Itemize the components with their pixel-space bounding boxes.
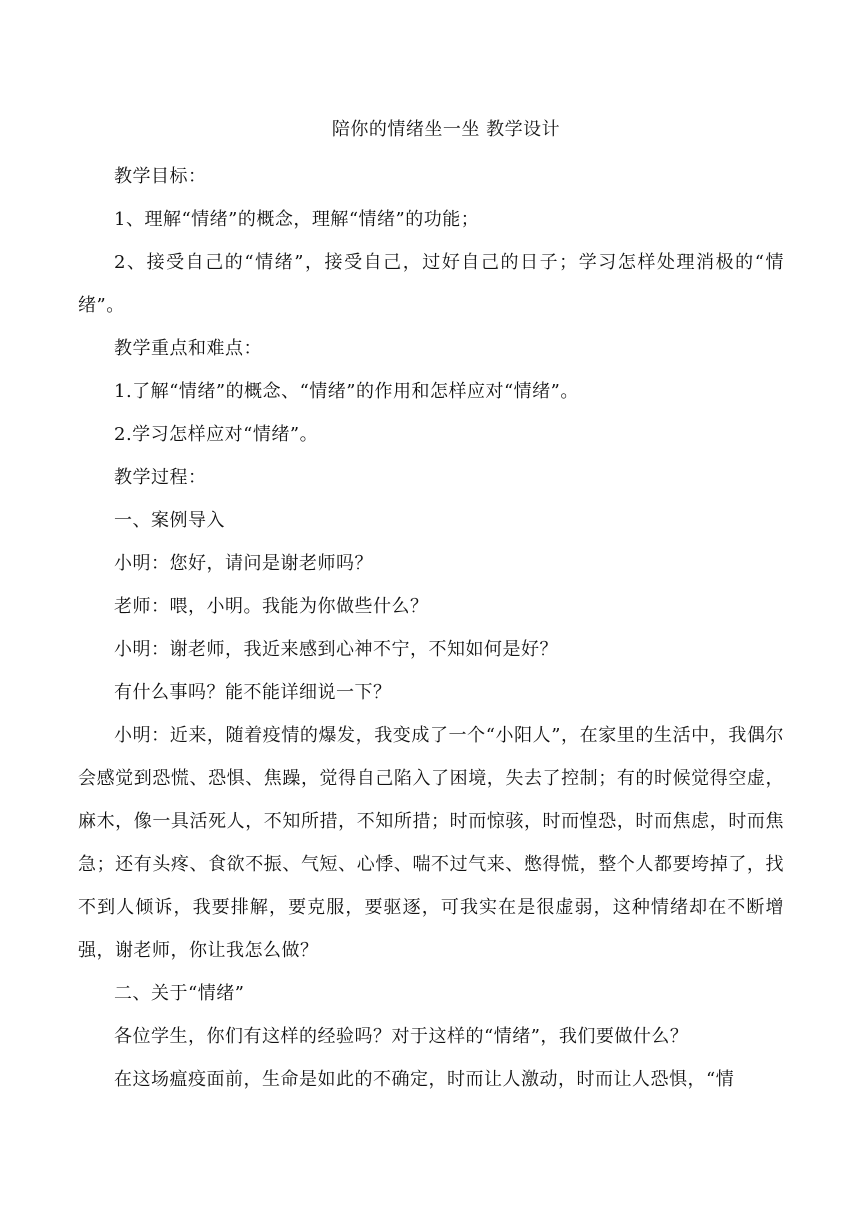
paragraph-dialogue-2: 老师：喂，小明。我能为你做些什么？ bbox=[114, 596, 429, 617]
paragraph-dialogue-4: 有什么事吗？能不能详细说一下？ bbox=[114, 682, 392, 703]
paragraph-dialogue-5: 小明：近来，随着疫情的爆发，我变成了一个“小阳人”，在家里的生活中，我偶尔会感觉到恐慌、恐惧、焦躁，觉得自己陷入了困境，失去了控制；有的时候觉得空虚，麻木，像一具活死人，不知所措，不知所措；时而惊骇，时而惶恐，时而焦虑，时而焦急；还有头疼、食欲不振、气短、心悸、喘不过气来、憋得慌，整个人都要垮掉了，找不到人倾诉，我要排解，要克服，要驱逐，可我实在是很虚弱，这种情绪却在不断增强，谢老师，你让我怎么做？ bbox=[78, 725, 784, 961]
paragraph-objective-2: 2、接受自己的“情绪”，接受自己，过好自己的日子；学习怎样处理消极的“情绪”。 bbox=[78, 252, 784, 316]
paragraph-keypoint-1: 1.了解“情绪”的概念、“情绪”的作用和怎样应对“情绪”。 bbox=[114, 381, 579, 402]
paragraph-process-heading: 教学过程： bbox=[114, 467, 207, 488]
document-page bbox=[78, 112, 784, 1101]
paragraph-continuation: 在这场瘟疫面前，生命是如此的不确定，时而让人激动，时而让人恐惧，“情 bbox=[114, 1069, 735, 1090]
paragraph-objectives-heading: 教学目标： bbox=[114, 166, 207, 187]
document-title: 陪你的情绪坐一坐 教学设计 bbox=[331, 119, 561, 140]
paragraph-section-2-heading: 二、关于“情绪” bbox=[114, 983, 245, 1004]
paragraph-dialogue-3: 小明：谢老师，我近来感到心神不宁，不知如何是好？ bbox=[114, 639, 558, 660]
paragraph-objective-1: 1、理解“情绪”的概念，理解“情绪”的功能； bbox=[114, 209, 480, 230]
paragraph-keypoints-heading: 教学重点和难点： bbox=[114, 338, 262, 359]
paragraph-dialogue-1: 小明：您好，请问是谢老师吗？ bbox=[114, 553, 373, 574]
paragraph-section-1-heading: 一、案例导入 bbox=[114, 510, 225, 531]
paragraph-keypoint-2: 2.学习怎样应对“情绪”。 bbox=[114, 424, 319, 445]
paragraph-question: 各位学生，你们有这样的经验吗？对于这样的“情绪”，我们要做什么？ bbox=[114, 1026, 689, 1047]
